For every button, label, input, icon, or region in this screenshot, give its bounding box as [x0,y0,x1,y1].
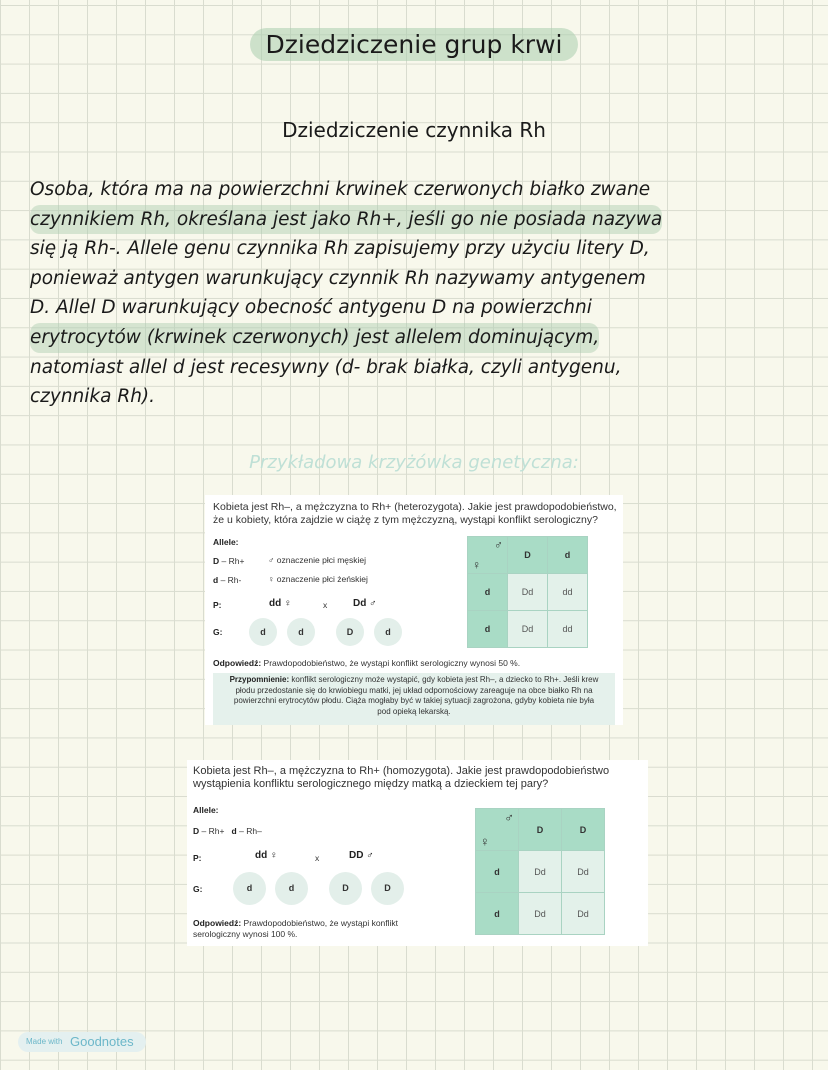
female-icon: ♀ [480,834,490,849]
answer-label: Odpowiedź: [193,918,242,928]
reminder-label: Przypomnienie: [229,675,290,684]
paragraph-line: natomiast allel d jest recesywny (d- brak białka, czyli antygenu, [30,356,622,378]
punnett-cell: Dd [508,611,548,648]
gamete: d [249,618,277,646]
goodnotes-badge [18,1032,146,1052]
gamete: d [275,872,308,905]
answer-text: Prawdopodobieństwo, że wystąpi konflikt serologiczny wynosi 50 %. [261,658,521,668]
paragraph-line: erytrocytów (krwinek czerwonych) jest allelem dominującym, [30,323,599,353]
allele-desc: – Rh+ [221,556,245,566]
punnett-cell: Dd [519,893,562,935]
p-label: P: [213,600,222,610]
punnett-square [475,808,605,935]
allele-label: Allele: [213,537,239,547]
paragraph-line: się ją Rh-. Allele genu czynnika Rh zapisujemy przy użyciu litery D, [30,238,650,260]
paragraph [30,175,820,412]
punnett-corner [468,537,508,574]
gamete: d [233,872,266,905]
parent-female: dd ♀ [269,598,292,609]
punnett-col-header: D [508,537,548,574]
gamete: D [329,872,362,905]
punnett-row-header: d [468,574,508,611]
punnett-row-header: d [468,611,508,648]
male-symbol-desc: ♂ oznaczenie płci męskiej [268,555,367,565]
allele-desc: – Rh– [239,826,262,836]
paragraph-line: Osoba, która ma na powierzchni krwinek czerwonych białko zwane [30,179,651,200]
punnett-row-header: d [476,851,519,893]
punnett-cell: dd [548,574,588,611]
allele-desc: – Rh- [220,575,242,585]
allele-desc: – Rh+ [201,826,225,836]
gamete: D [371,872,404,905]
gamete: D [336,618,364,646]
allele: d [231,826,237,836]
g-label: G: [213,627,223,637]
reminder-text: konflikt serologiczny może wystąpić, gdy kobieta jest Rh–, a dziecko to Rh+. Jeśli krew płodu przedostanie się do krwiobiegu matki, jej układ odpornościowy zareaguje na obce białko Rh na powierzchni erytrocytów płodu. Ciąża mogłaby być w takiej sytuacji zagrożona, gdyby kobieta nie była pod opieką lekarską. [233,675,599,716]
punnett-col-header: D [519,809,562,851]
punnett-cell: Dd [562,851,605,893]
question-text: Kobieta jest Rh–, a mężczyzna to Rh+ (homozygota). Jakie jest prawdopodobieństwo wystąpienia konfliktu serologicznego między matką a dzieckiem tej pary? [193,765,610,790]
answer-text: Prawdopodobieństwo, że wystąpi konflikt serologiczny wynosi 100 %. [193,918,399,939]
example-2-image [187,760,648,946]
parent-male: DD ♂ [349,850,374,861]
cross-symbol: x [323,600,328,610]
goodnotes-logo: Goodnotes [70,1034,134,1049]
paragraph-line: D. Allel D warunkujący obecność antygenu D na powierzchni [30,297,592,319]
punnett-cell: Dd [519,851,562,893]
example-heading: Przykładowa krzyżówka genetyczna: [249,452,579,473]
g-label: G: [193,884,203,894]
parent-male: Dd ♂ [353,598,377,609]
answer-label: Odpowiedź: [213,658,262,668]
paragraph-line: czynnikiem Rh, określana jest jako Rh+, jeśli go nie posiada nazywa [30,205,662,235]
punnett-col-header: d [548,537,588,574]
female-icon: ♀ [472,558,481,572]
male-icon: ♂ [504,810,514,825]
allele: d [213,575,219,585]
gamete: d [374,618,402,646]
question-text: Kobieta jest Rh–, a mężczyzna to Rh+ (heterozygota). Jakie jest prawdopodobieństwo, że u kobiety, która zajdzie w ciążę z tym mężczyzną, wystąpi konflikt serologiczny? [213,501,617,526]
punnett-corner [476,809,519,851]
punnett-row-header: d [476,893,519,935]
page-title: Dziedziczenie grup krwi [0,30,828,59]
punnett-square [467,536,588,648]
punnett-col-header: D [562,809,605,851]
allele: D [213,556,220,566]
female-symbol-desc: ♀ oznaczenie płci żeńskiej [268,574,368,584]
parent-female: dd ♀ [255,850,278,861]
allele: D [193,826,200,836]
cross-symbol: x [315,853,320,863]
p-label: P: [193,853,202,863]
paragraph-line: czynnika Rh). [30,386,156,408]
example-1-image [205,495,623,725]
made-with-text: Made with [26,1037,63,1046]
punnett-cell: Dd [562,893,605,935]
answer [193,918,413,940]
reminder-box [213,673,615,725]
answer [213,658,520,668]
male-icon: ♂ [494,538,503,552]
punnett-cell: Dd [508,574,548,611]
section-subtitle: Dziedziczenie czynnika Rh [282,118,546,142]
paragraph-line: ponieważ antygen warunkujący czynnik Rh nazywamy antygenem [30,267,646,289]
punnett-cell: dd [548,611,588,648]
gamete: d [287,618,315,646]
allele-label: Allele: [193,805,219,815]
